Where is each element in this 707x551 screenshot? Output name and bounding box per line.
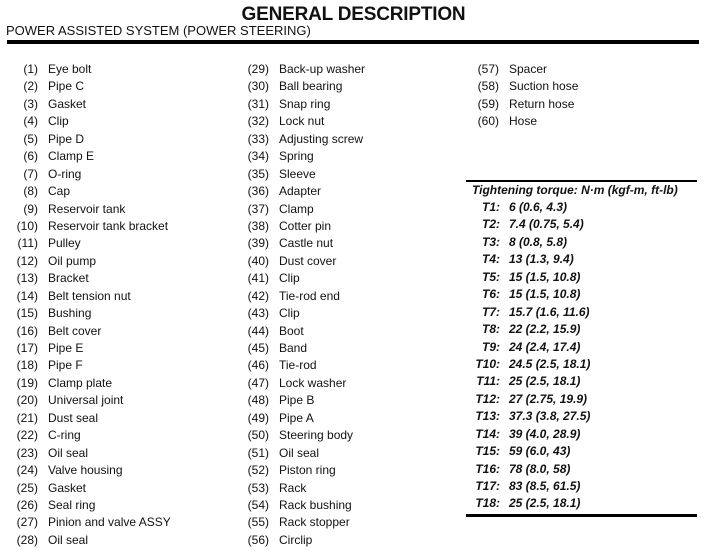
part-name: Oil pump xyxy=(48,253,97,268)
part-name: Cotter pin xyxy=(279,218,332,233)
part-name: Gasket xyxy=(48,96,87,111)
part-number: (56) xyxy=(247,532,269,547)
part-number: (55) xyxy=(247,515,269,530)
part-number: (13) xyxy=(16,271,38,286)
part-name: Castle nut xyxy=(279,236,334,251)
part-number: (41) xyxy=(247,271,269,286)
part-number: (37) xyxy=(247,201,269,216)
part-name: C-ring xyxy=(48,428,81,443)
part-name: Pipe B xyxy=(279,393,315,408)
part-number: (53) xyxy=(247,480,269,495)
part-number: (51) xyxy=(247,445,269,460)
torque-value: 78 (8.0, 58) xyxy=(509,461,571,476)
part-name: Spring xyxy=(279,149,314,164)
torque-key: T15: xyxy=(475,444,500,459)
part-name: Steering body xyxy=(279,428,354,443)
part-name: Pipe C xyxy=(48,79,85,94)
part-name: Pipe F xyxy=(48,358,83,373)
part-number: (31) xyxy=(247,96,269,111)
page-title: GENERAL DESCRIPTION xyxy=(241,4,466,25)
part-name: Clamp plate xyxy=(48,375,113,390)
part-number: (46) xyxy=(247,358,269,373)
part-name: Reservoir tank xyxy=(48,201,126,216)
part-name: Pulley xyxy=(48,236,81,251)
part-name: Circlip xyxy=(279,532,313,547)
torque-key: T4: xyxy=(482,252,500,267)
part-number: (52) xyxy=(247,463,269,478)
part-number: (5) xyxy=(23,131,38,146)
torque-value: 15 (1.5, 10.8) xyxy=(509,287,581,302)
part-name: Lock nut xyxy=(279,114,325,129)
part-number: (8) xyxy=(23,184,38,199)
part-name: Clamp xyxy=(279,201,314,216)
part-number: (47) xyxy=(247,375,269,390)
torque-key: T2: xyxy=(482,217,500,232)
part-name: Snap ring xyxy=(279,96,331,111)
part-name: Boot xyxy=(279,323,304,338)
torque-key: T3: xyxy=(482,234,500,249)
part-number: (35) xyxy=(247,166,269,181)
part-number: (33) xyxy=(247,131,269,146)
part-name: Gasket xyxy=(48,480,87,495)
part-name: Bushing xyxy=(48,306,92,321)
torque-value: 25 (2.5, 18.1) xyxy=(509,374,581,389)
part-number: (23) xyxy=(16,445,38,460)
torque-key: T10: xyxy=(475,356,500,371)
part-number: (34) xyxy=(247,149,269,164)
part-number: (45) xyxy=(247,341,269,355)
part-name: Clip xyxy=(279,306,300,321)
part-name: Oil seal xyxy=(279,445,320,460)
part-name: Oil seal xyxy=(48,445,89,460)
torque-table-heading: Tightening torque: N·m (kgf-m, ft-lb) xyxy=(472,183,678,197)
torque-value: 22 (2.2, 15.9) xyxy=(509,322,581,337)
part-name: Pinion and valve ASSY xyxy=(48,515,171,530)
torque-key: T1: xyxy=(482,200,500,214)
part-number: (59) xyxy=(477,96,499,111)
part-number: (3) xyxy=(23,96,38,111)
part-number: (17) xyxy=(16,341,38,355)
part-name: Oil seal xyxy=(48,532,89,547)
torque-value: 24 (2.4, 17.4) xyxy=(509,339,581,354)
part-name: Clip xyxy=(279,271,300,286)
part-number: (29) xyxy=(247,62,269,76)
part-name: Tie-rod end xyxy=(279,288,340,303)
part-number: (16) xyxy=(16,323,38,338)
part-name: Adapter xyxy=(279,184,322,199)
torque-value: 7.4 (0.75, 5.4) xyxy=(509,217,584,232)
part-name: Piston ring xyxy=(279,463,336,478)
torque-key: T9: xyxy=(482,339,500,354)
part-number: (19) xyxy=(16,375,38,390)
part-name: Rack bushing xyxy=(279,497,352,512)
part-number: (42) xyxy=(247,288,269,303)
part-number: (9) xyxy=(23,201,38,216)
part-name: Pipe E xyxy=(48,341,84,355)
part-name: Band xyxy=(279,341,308,355)
part-number: (54) xyxy=(247,497,269,512)
torque-key: T6: xyxy=(482,287,500,302)
part-number: (12) xyxy=(16,253,38,268)
part-number: (6) xyxy=(23,149,38,164)
torque-key: T17: xyxy=(475,479,500,493)
part-number: (4) xyxy=(23,114,38,129)
part-name: Cap xyxy=(48,184,71,199)
part-name: Bracket xyxy=(48,271,89,286)
torque-value: 6 (0.6, 4.3) xyxy=(509,200,568,214)
part-number: (22) xyxy=(16,428,38,443)
part-number: (58) xyxy=(477,79,499,94)
part-number: (60) xyxy=(477,114,499,129)
part-name: Dust seal xyxy=(48,410,99,425)
part-number: (30) xyxy=(247,79,269,94)
torque-key: T11: xyxy=(476,374,500,389)
part-name: Clamp E xyxy=(48,149,95,164)
torque-key: T5: xyxy=(482,269,500,284)
torque-value: 15 (1.5, 10.8) xyxy=(509,269,581,284)
torque-value: 37.3 (3.8, 27.5) xyxy=(509,409,591,424)
part-number: (57) xyxy=(477,62,499,76)
part-name: Suction hose xyxy=(509,79,579,94)
part-name: Pipe A xyxy=(279,410,314,425)
part-number: (24) xyxy=(16,463,38,478)
part-name: Sleeve xyxy=(279,166,316,181)
torque-value: 27 (2.75, 19.9) xyxy=(509,391,588,406)
part-number: (44) xyxy=(247,323,269,338)
torque-table-bottom-rule xyxy=(466,514,697,517)
part-number: (2) xyxy=(23,79,38,94)
part-name: Dust cover xyxy=(279,253,337,268)
part-number: (38) xyxy=(247,218,269,233)
section-subtitle: POWER ASSISTED SYSTEM (POWER STEERING) xyxy=(6,23,311,38)
torque-key: T14: xyxy=(475,426,500,441)
part-name: Lock washer xyxy=(279,375,347,390)
torque-value: 24.5 (2.5, 18.1) xyxy=(509,356,591,371)
part-name: Belt cover xyxy=(48,323,102,338)
header-divider xyxy=(7,40,699,44)
part-name: Seal ring xyxy=(48,497,96,512)
torque-key: T18: xyxy=(475,496,500,511)
part-number: (11) xyxy=(17,236,38,251)
part-number: (43) xyxy=(247,306,269,321)
part-number: (48) xyxy=(247,393,269,408)
part-number: (20) xyxy=(16,393,38,408)
part-name: Rack stopper xyxy=(279,515,350,530)
part-name: Pipe D xyxy=(48,131,85,146)
torque-key: T16: xyxy=(475,461,500,476)
torque-key: T12: xyxy=(475,391,500,406)
part-name: Spacer xyxy=(509,62,548,76)
part-name: Universal joint xyxy=(48,393,124,408)
torque-value: 25 (2.5, 18.1) xyxy=(509,496,581,511)
torque-key: T8: xyxy=(482,322,500,337)
part-name: Clip xyxy=(48,114,69,129)
part-number: (26) xyxy=(16,497,38,512)
part-name: Ball bearing xyxy=(279,79,343,94)
part-name: Valve housing xyxy=(48,463,123,478)
part-number: (49) xyxy=(247,410,269,425)
part-number: (7) xyxy=(23,166,38,181)
part-number: (36) xyxy=(247,184,269,199)
torque-key: T13: xyxy=(475,409,500,424)
part-name: Reservoir tank bracket xyxy=(48,218,169,233)
part-number: (50) xyxy=(247,428,269,443)
torque-value: 39 (4.0, 28.9) xyxy=(509,426,581,441)
torque-key: T7: xyxy=(482,304,500,319)
part-number: (10) xyxy=(16,218,38,233)
part-number: (14) xyxy=(16,288,38,303)
part-name: Tie-rod xyxy=(279,358,317,373)
part-name: O-ring xyxy=(48,166,82,181)
part-number: (40) xyxy=(247,253,269,268)
part-number: (32) xyxy=(247,114,269,129)
part-number: (1) xyxy=(23,62,38,76)
part-number: (28) xyxy=(16,532,38,547)
part-number: (18) xyxy=(16,358,38,373)
part-name: Adjusting screw xyxy=(279,131,364,146)
part-number: (25) xyxy=(16,480,38,495)
part-name: Back-up washer xyxy=(279,62,366,76)
torque-value: 83 (8.5, 61.5) xyxy=(509,479,581,493)
part-name: Return hose xyxy=(509,96,575,111)
part-name: Hose xyxy=(509,114,538,129)
part-name: Rack xyxy=(279,480,307,495)
torque-value: 15.7 (1.6, 11.6) xyxy=(509,304,590,319)
part-number: (21) xyxy=(16,410,38,425)
part-name: Eye bolt xyxy=(48,62,92,76)
part-name: Belt tension nut xyxy=(48,288,131,303)
part-number: (15) xyxy=(16,306,38,321)
torque-value: 59 (6.0, 43) xyxy=(509,444,571,459)
torque-value: 8 (0.8, 5.8) xyxy=(509,234,568,249)
part-number: (27) xyxy=(16,515,38,530)
torque-value: 13 (1.3, 9.4) xyxy=(509,252,574,267)
part-number: (39) xyxy=(247,236,269,251)
